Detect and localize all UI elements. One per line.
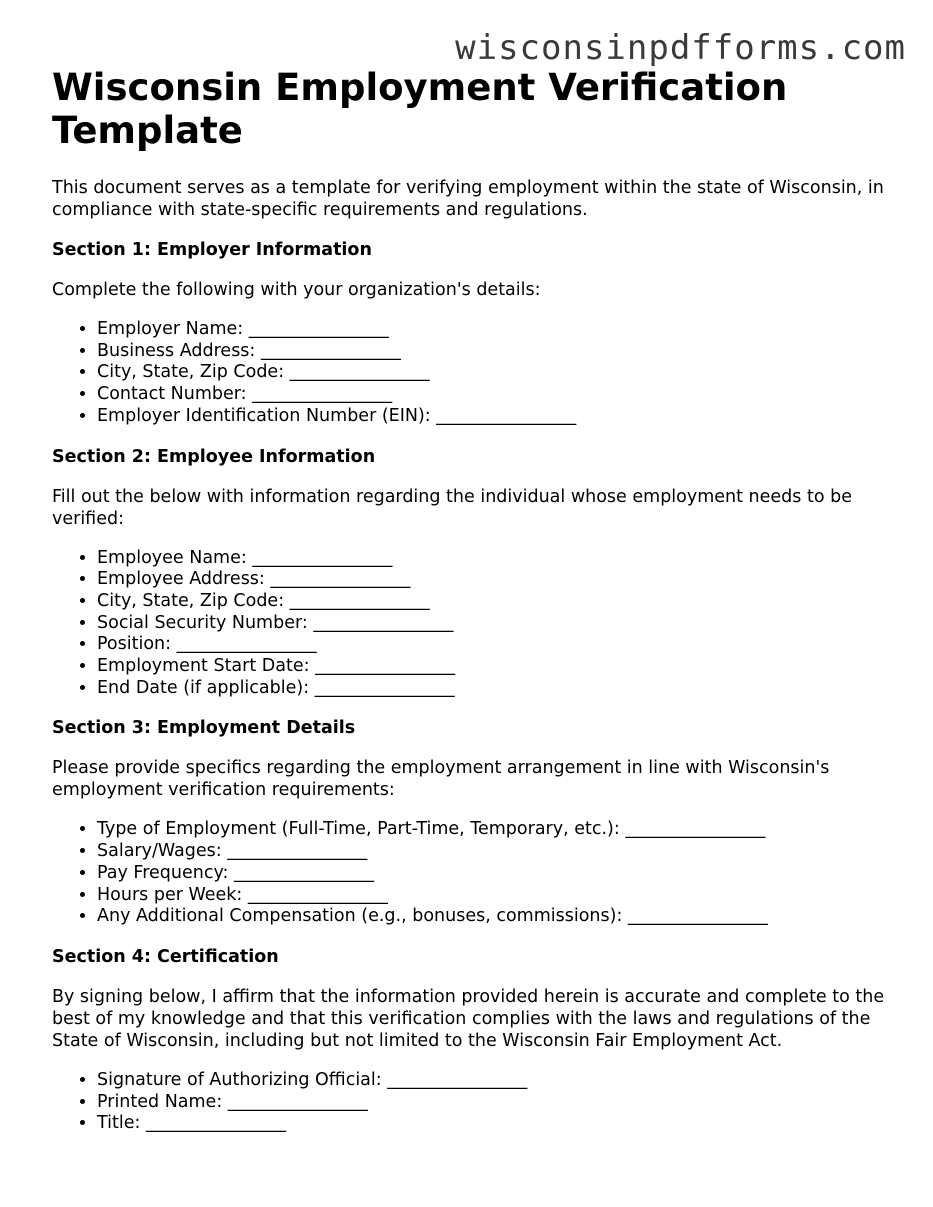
section-heading-employer: Section 1: Employer Information (52, 240, 372, 260)
field-signature: • Signature of Authorizing Official: ________________ (97, 1070, 902, 1092)
field-employee-name: • Employee Name: ________________ (97, 548, 902, 570)
field-printed-name: • Printed Name: ________________ (97, 1092, 902, 1114)
field-contact-number: • Contact Number: ________________ (97, 384, 902, 406)
section-heading-employee: Section 2: Employee Information (52, 446, 376, 467)
field-employee-city-state-zip: • City, State, Zip Code: ________________ (97, 591, 902, 613)
section-heading-certification: Section 4: Certification (52, 946, 279, 967)
field-pay-frequency: • Pay Frequency: ________________ (97, 863, 902, 885)
field-employment-type: • Type of Employment (Full-Time, Part-Time, Temporary, etc.): ________________ (97, 819, 902, 841)
page-title: Wisconsin Employment Verification Template (52, 66, 788, 152)
section-heading-employment-details: Section 3: Employment Details (52, 718, 356, 739)
field-list-certification (52, 1070, 902, 1135)
document-body (52, 66, 902, 1153)
field-list-employee (52, 548, 902, 700)
field-list-employment-details (52, 819, 902, 928)
intro-paragraph: This document serves as a template for verifying employment within the state of Wisconsin, in compliance with state-specific requirements and regulations. (52, 178, 884, 220)
field-end-date: • End Date (if applicable): ________________ (97, 678, 902, 700)
field-employer-city-state-zip: • City, State, Zip Code: ________________ (97, 362, 902, 384)
field-hours-per-week: • Hours per Week: ________________ (97, 885, 902, 907)
field-list-employer (52, 319, 902, 428)
field-employer-name: • Employer Name: ________________ (97, 319, 902, 341)
watermark: wisconsinpdfforms.com (455, 28, 906, 68)
field-ssn: • Social Security Number: ________________ (97, 613, 902, 635)
field-title: • Title: ________________ (97, 1113, 902, 1135)
section-description: Please provide specifics regarding the employment arrangement in line with Wisconsin's employment verification requirements: (52, 758, 830, 801)
field-position: • Position: ________________ (97, 634, 902, 656)
field-ein: • Employer Identification Number (EIN): ________________ (97, 406, 902, 428)
field-employee-address: • Employee Address: ________________ (97, 569, 902, 591)
field-salary-wages: • Salary/Wages: ________________ (97, 841, 902, 863)
section-description: Complete the following with your organization's details: (52, 280, 541, 300)
section-description: Fill out the below with information regarding the individual whose employment needs to be verified: (52, 486, 852, 529)
field-additional-compensation: • Any Additional Compensation (e.g., bonuses, commissions): ________________ (97, 906, 902, 928)
field-business-address: • Business Address: ________________ (97, 341, 902, 363)
section-description: By signing below, I affirm that the information provided herein is accurate and complete to the best of my knowledge and that this verification complies with the laws and regulations of the State of Wisconsin, including but not limited to the Wisconsin Fair Employment Act. (52, 986, 885, 1051)
field-start-date: • Employment Start Date: ________________ (97, 656, 902, 678)
